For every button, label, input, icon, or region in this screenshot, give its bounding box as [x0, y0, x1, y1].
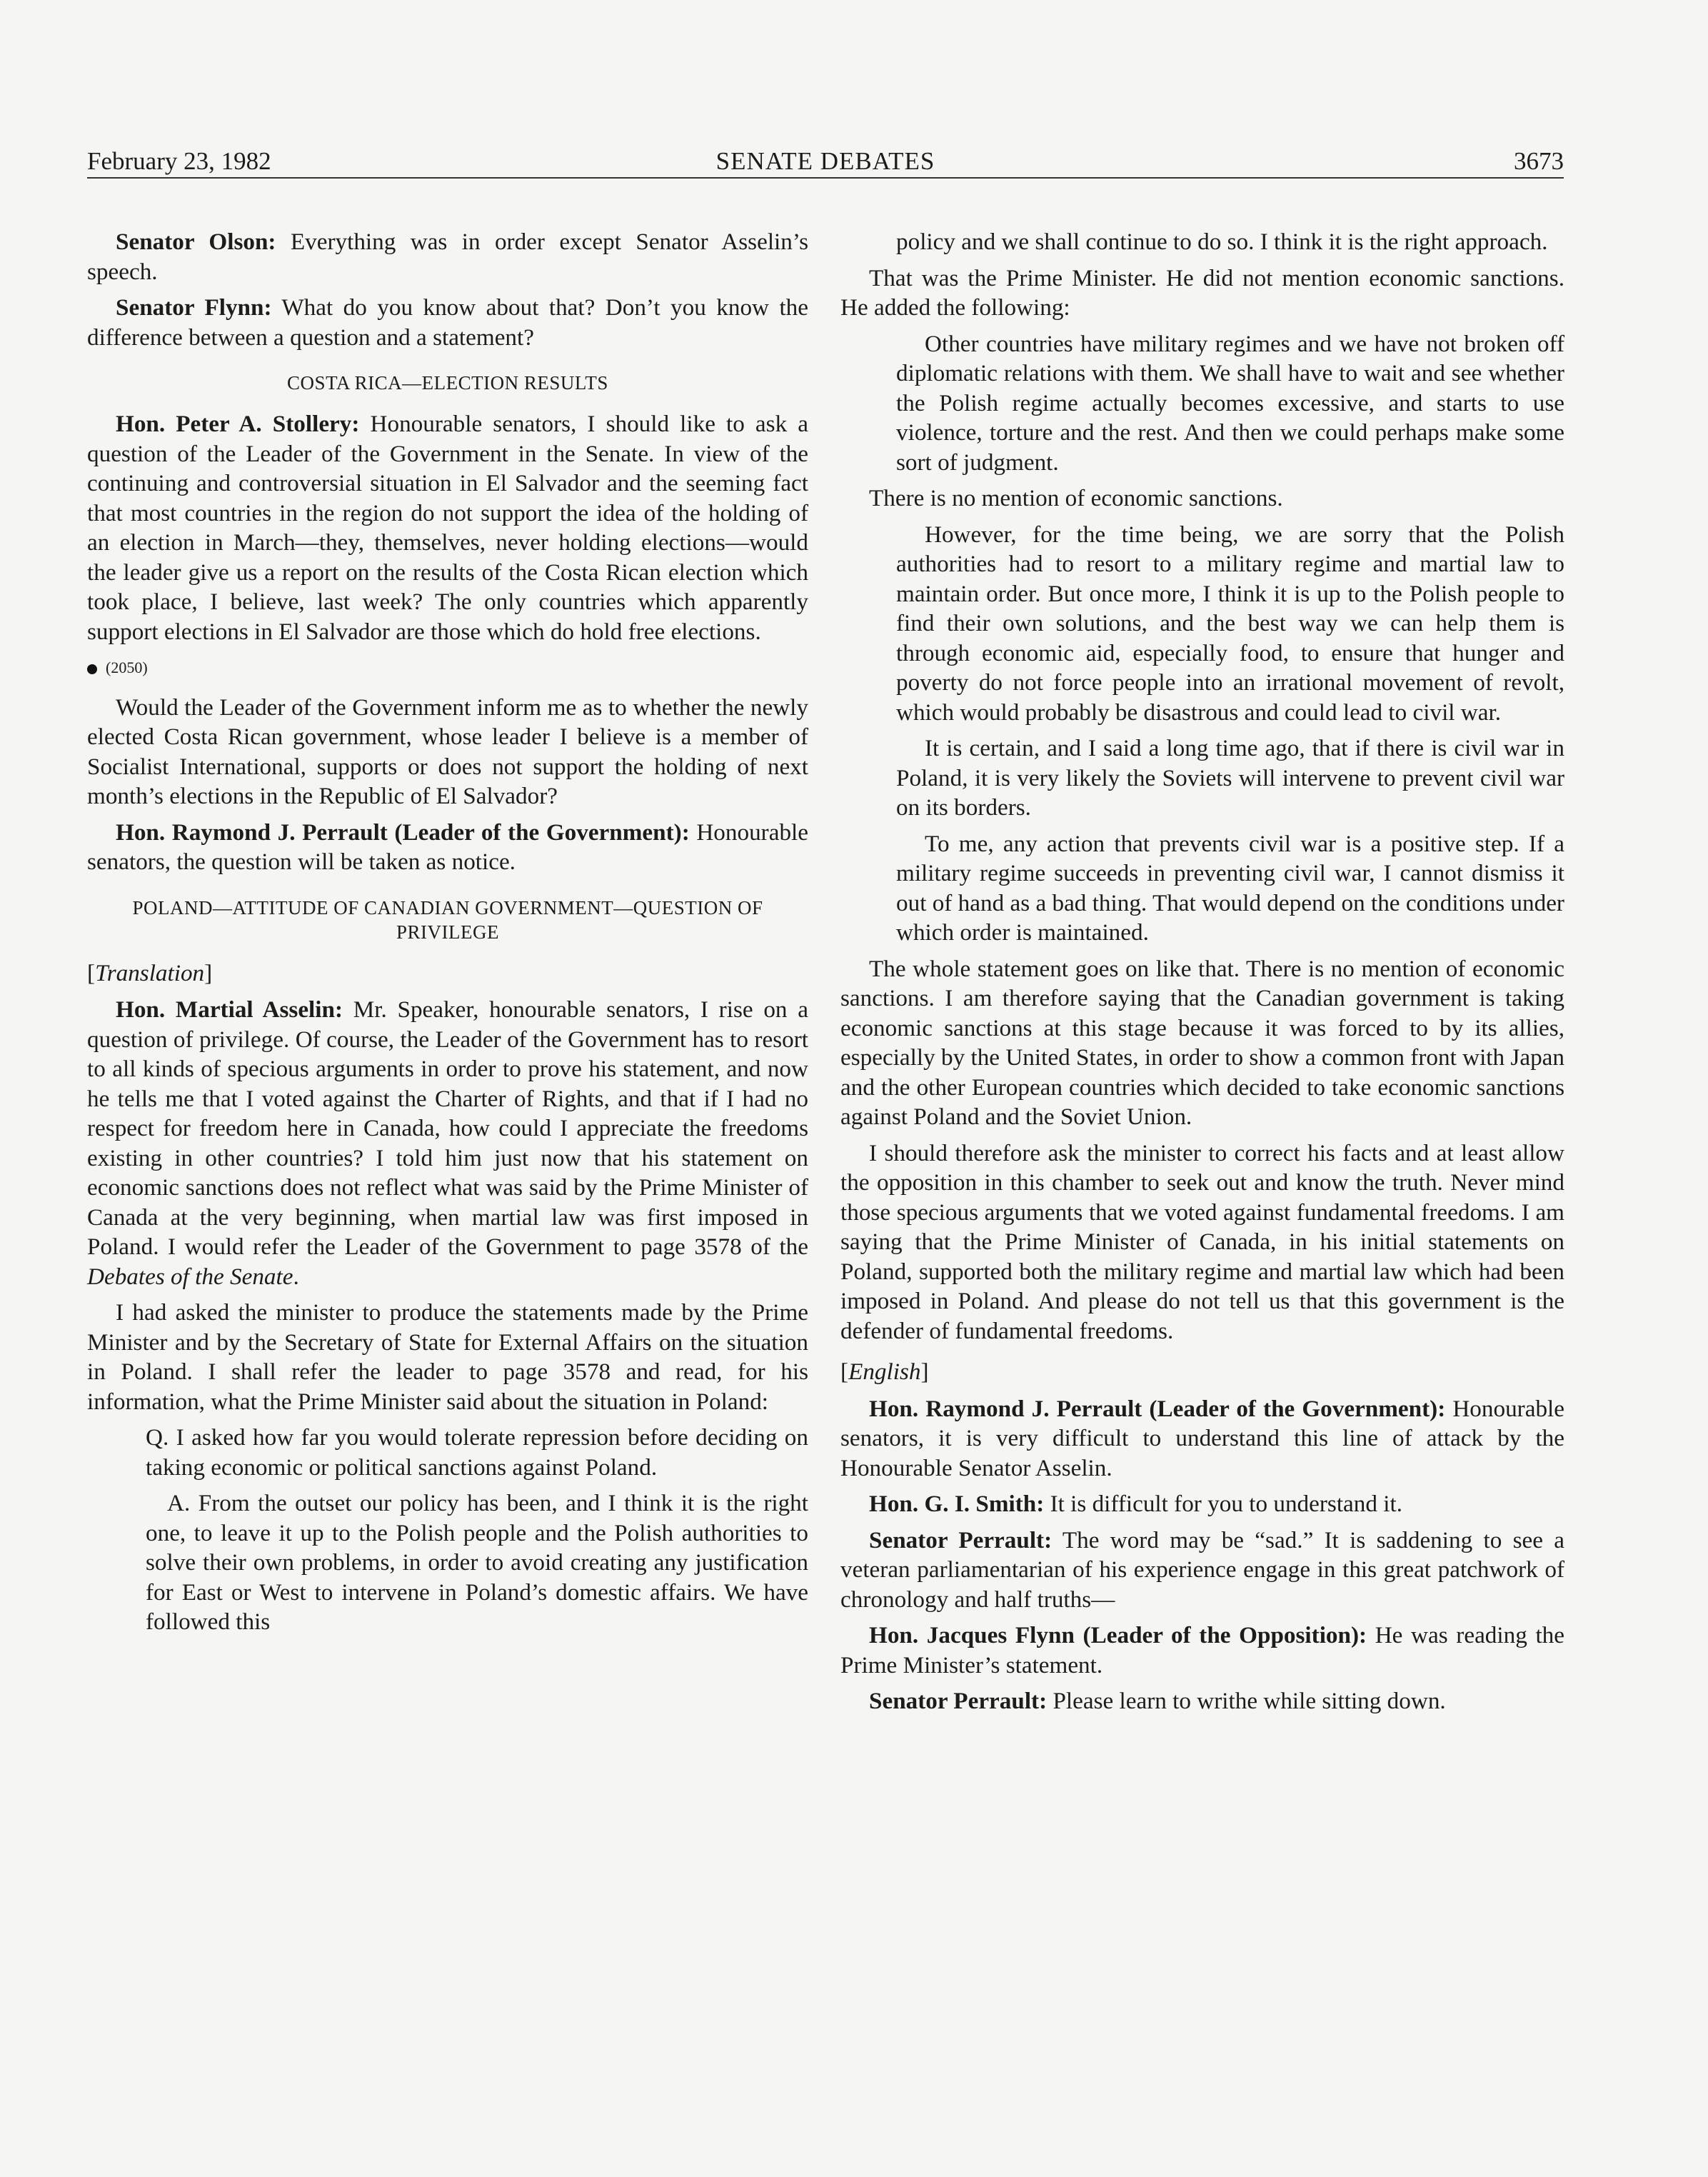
speech-text: The word may be “sad.” It is saddening to see a veteran parliamentarian of his experience engage in this great patchwork of chronology and half truths—	[840, 1526, 1564, 1613]
section-heading: POLAND—ATTITUDE OF CANADIAN GOVERNMENT—QUESTION OF PRIVILEGE	[132, 896, 763, 943]
speech-text: What do you know about that? Don’t you know the difference between a question and a statement?	[87, 294, 808, 351]
speech-text: Mr. Speaker, honourable senators, I rise on a question of privilege. Of course, the Leader of the Government has to resort to all kinds of specious arguments in order to prove his statement, and now he tells me that I voted against the Charter of Rights, and that if I had no respect for freedom here in Canada, how could I appreciate the freedoms existing in other countries? I told him just now that his statement on economic sanctions does not reflect what was said by the Prime Minister of Canada at the very beginning, when martial law was first imposed in Poland. I would refer the Leader of the Government to page 3578 of the	[87, 996, 808, 1260]
paragraph: Would the Leader of the Government inform me as to whether the newly elected Costa Rican government, whose leader I believe is a member of Socialist International, supports or does not support the holding of next month’s elections in the Republic of El Salvador?	[87, 694, 808, 809]
paragraph	[840, 1686, 1564, 1716]
language-note-text: English	[848, 1358, 921, 1385]
speech-text: .	[293, 1263, 299, 1290]
paragraph	[87, 293, 808, 352]
paragraph: That was the Prime Minister. He did not mention economic sanctions. He added the following:	[840, 264, 1564, 321]
speech-text: Everything was in order except Senator Asselin’s speech.	[87, 229, 808, 285]
right-column	[840, 227, 1564, 1723]
speaker-name: Hon. Raymond J. Perrault (Leader of the Government):	[116, 819, 690, 846]
running-header	[87, 146, 1564, 179]
section-heading: COSTA RICA—ELECTION RESULTS	[287, 372, 608, 394]
paragraph: I had asked the minister to produce the statements made by the Prime Minister and by the Secretary of State for External Affairs on the situation in Poland. I shall refer the leader to page 3578 and read, for his information, what the Prime Minister said about the situation in Poland:	[87, 1299, 808, 1415]
header-title: SENATE DEBATES	[715, 147, 935, 175]
speech-text: Honourable senators, it is very difficult to understand this line of attack by the Honourable Senator Asselin.	[840, 1395, 1564, 1481]
left-column	[87, 227, 808, 1643]
quoted-statement: However, for the time being, we are sorry that the Polish authorities had to resort to a military regime and martial law to maintain order. But once more, I think it is up to the Polish people to find their own solutions, and the best way we can help them is through economic aid, especially food, to ensure that hunger and poverty do not force people into an irrational movement of revolt, which would probably be disastrous and could lead to civil war.	[896, 521, 1564, 726]
paragraph	[840, 1526, 1564, 1615]
time-marker-text: (2050)	[106, 659, 148, 676]
speech-text: It is difficult for you to understand it.	[1044, 1491, 1402, 1517]
paragraph	[840, 1394, 1564, 1483]
speaker-name: Hon. Raymond J. Perrault (Leader of the Government):	[869, 1395, 1446, 1422]
language-note-text: Translation	[95, 959, 205, 986]
language-note: [Translation]	[87, 959, 213, 986]
paragraph	[87, 995, 808, 1291]
speaker-name: Hon. Peter A. Stollery:	[116, 411, 360, 437]
paragraph: The whole statement goes on like that. There is no mention of economic sanctions. I am therefore saying that the Canadian government is taking economic sanctions at this stage because it was forced to by its allies, especially by the United States, in order to show a common front with Japan and the other European countries which decided to take economic sanctions against Poland and the Soviet Union.	[840, 955, 1564, 1130]
quoted-statement: To me, any action that prevents civil war is a positive step. If a military regime succeeds in preventing civil war, I cannot dismiss it out of hand as a bad thing. That would depend on the conditions under which order is maintained.	[896, 830, 1564, 946]
speaker-name: Senator Olson:	[116, 229, 276, 255]
speech-text: Honourable senators, I should like to ask a question of the Leader of the Government in the Senate. In view of the continuing and controversial situation in El Salvador and the seeming fact that most countries in the region do not support the idea of the holding of an election in March—they, themselves, never holding elections—would the leader give us a report on the results of the Costa Rican election which took place, I believe, last week? The only countries which apparently support elections in El Salvador are those which do hold free elections.	[87, 411, 808, 645]
paragraph	[87, 409, 808, 646]
speech-text: Please learn to writhe while sitting down.	[1047, 1688, 1446, 1714]
quoted-answer: A. From the outset our policy has been, and I think it is the right one, to leave it up to the Polish people and the Polish authorities to solve their own problems, in order to avoid creating any justification for East or West to intervene in Poland’s domestic affairs. We have followed this	[146, 1490, 808, 1635]
paragraph	[840, 1489, 1564, 1519]
speech-text: Honourable senators, the question will be taken as notice.	[87, 819, 808, 875]
header-date: February 23, 1982	[87, 147, 271, 175]
quoted-question: Q. I asked how far you would tolerate repression before deciding on taking economic or political sanctions against Poland.	[146, 1424, 808, 1481]
speaker-name: Senator Perrault:	[869, 1688, 1048, 1714]
bullet-icon	[87, 664, 97, 674]
quoted-continuation: policy and we shall continue to do so. I think it is the right approach.	[896, 229, 1548, 255]
publication-title: Debates of the Senate	[87, 1263, 293, 1290]
speaker-name: Senator Perrault:	[869, 1526, 1053, 1553]
quoted-statement: It is certain, and I said a long time ago, that if there is civil war in Poland, it is very likely the Soviets will intervene to prevent civil war on its borders.	[896, 735, 1564, 821]
time-marker	[87, 653, 808, 683]
speaker-name: Senator Flynn:	[116, 294, 272, 321]
paragraph	[87, 818, 808, 877]
speaker-name: Hon. G. I. Smith:	[869, 1491, 1045, 1517]
speaker-name: Hon. Martial Asselin:	[116, 996, 343, 1023]
paragraph	[87, 227, 808, 286]
speech-text: He was reading the Prime Minister’s statement.	[840, 1622, 1564, 1678]
header-page-number: 3673	[1514, 147, 1564, 175]
paragraph	[840, 1621, 1564, 1680]
paragraph: There is no mention of economic sanctions.	[869, 485, 1283, 511]
quoted-statement: Other countries have military regimes and we have not broken off diplomatic relations with them. We shall have to wait and see whether the Polish regime actually becomes excessive, and starts to use violence, torture and the rest. And then we could perhaps make some sort of judgment.	[896, 330, 1564, 476]
paragraph: I should therefore ask the minister to correct his facts and at least allow the opposition in this chamber to seek out and know the truth. Never mind those specious arguments that we voted against fundamental freedoms. I am saying that the Prime Minister of Canada, in his initial statements on Poland, supported both the military regime and martial law which had been imposed in Poland. And please do not tell us that this government is the defender of fundamental freedoms.	[840, 1139, 1564, 1344]
speaker-name: Hon. Jacques Flynn (Leader of the Opposition):	[869, 1622, 1367, 1648]
language-note: [English]	[840, 1358, 929, 1385]
